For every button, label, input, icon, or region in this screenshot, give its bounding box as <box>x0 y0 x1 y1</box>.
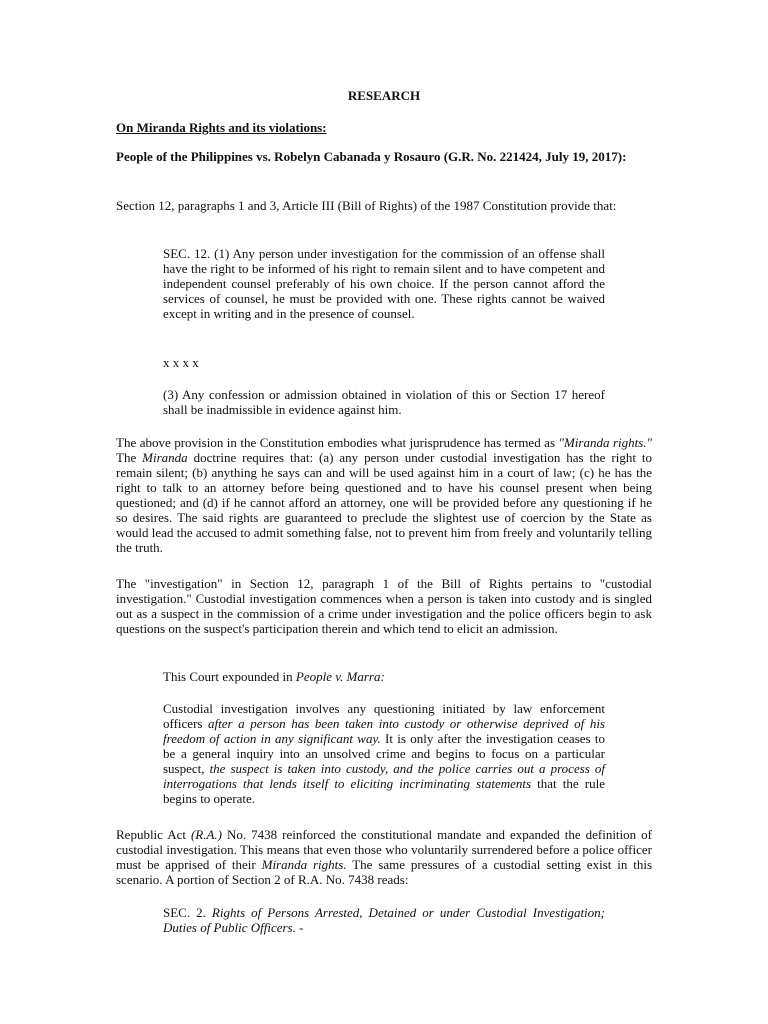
paragraph-constitution-intro: Section 12, paragraphs 1 and 3, Article III (Bill of Rights) of the 1987 Constitution provide that: <box>116 198 617 213</box>
quote-sec-12-3: (3) Any confession or admission obtained in violation of this or Section 17 hereof shall be inadmissible in evidence against him. <box>163 387 605 417</box>
quote-people-v-marra: Custodial investigation involves any questioning initiated by law enforcement officers after a person has been taken into custody or otherwise deprived of his freedom of action in any significant way. It is only after the investigation ceases to be a general inquiry into an unsolved crime and begins to focus on a particular suspect, the suspect is taken into custody, and the police carries out a process of interrogations that lends itself to eliciting incriminating statements that the rule begins to operate. <box>163 701 605 806</box>
section-heading: On Miranda Rights and its violations: <box>116 120 327 135</box>
document-title: RESEARCH <box>347 88 421 103</box>
ellipsis-marker: x x x x <box>163 355 199 370</box>
paragraph-court-expounded: This Court expounded in People v. Marra: <box>163 669 385 684</box>
paragraph-miranda-doctrine: The above provision in the Constitution embodies what jurisprudence has termed as "Miranda rights." The Miranda doctrine requires that: (a) any person under custodial investigation has the right to remain silent; (b) anything he says can and will be used against him in a court of law; (c) he has the right to talk to an attorney before being questioned and to have his counsel present when being questioned; and (d) if he cannot afford an attorney, one will be provided before any questioning if he so desires. The said rights are guaranteed to preclude the slightest use of coercion by the State as would lead the accused to admit something false, not to prevent him from freely and voluntarily telling the truth. <box>116 435 652 555</box>
quote-sec-12-1: SEC. 12. (1) Any person under investigation for the commission of an offense shall have the right to be informed of his right to remain silent and to have competent and independent counsel preferably of his own choice. If the person cannot afford the services of counsel, he must be provided with one. These rights cannot be waived except in writing and in the presence of counsel. <box>163 246 605 321</box>
paragraph-ra-7438: Republic Act (R.A.) No. 7438 reinforced the constitutional mandate and expanded the definition of custodial investigation. This means that even those who voluntarily surrendered before a police officer must be apprised of their Miranda rights. The same pressures of a custodial setting exist in this scenario. A portion of Section 2 of R.A. No. 7438 reads: <box>116 827 652 887</box>
paragraph-custodial-investigation: The "investigation" in Section 12, paragraph 1 of the Bill of Rights pertains to "custodial investigation." Custodial investigation commences when a person is taken into custody and is singled out as a suspect in the commission of a crime under investigation and the police officers begin to ask questions on the suspect's participation therein and which tend to elicit an admission. <box>116 576 652 636</box>
case-title: People of the Philippines vs. Robelyn Cabanada y Rosauro (G.R. No. 221424, July 19, 2017): <box>116 149 627 164</box>
quote-sec-2-ra-7438: SEC. 2. Rights of Persons Arrested, Detained or under Custodial Investigation; Duties of Public Officers. - <box>163 905 605 935</box>
